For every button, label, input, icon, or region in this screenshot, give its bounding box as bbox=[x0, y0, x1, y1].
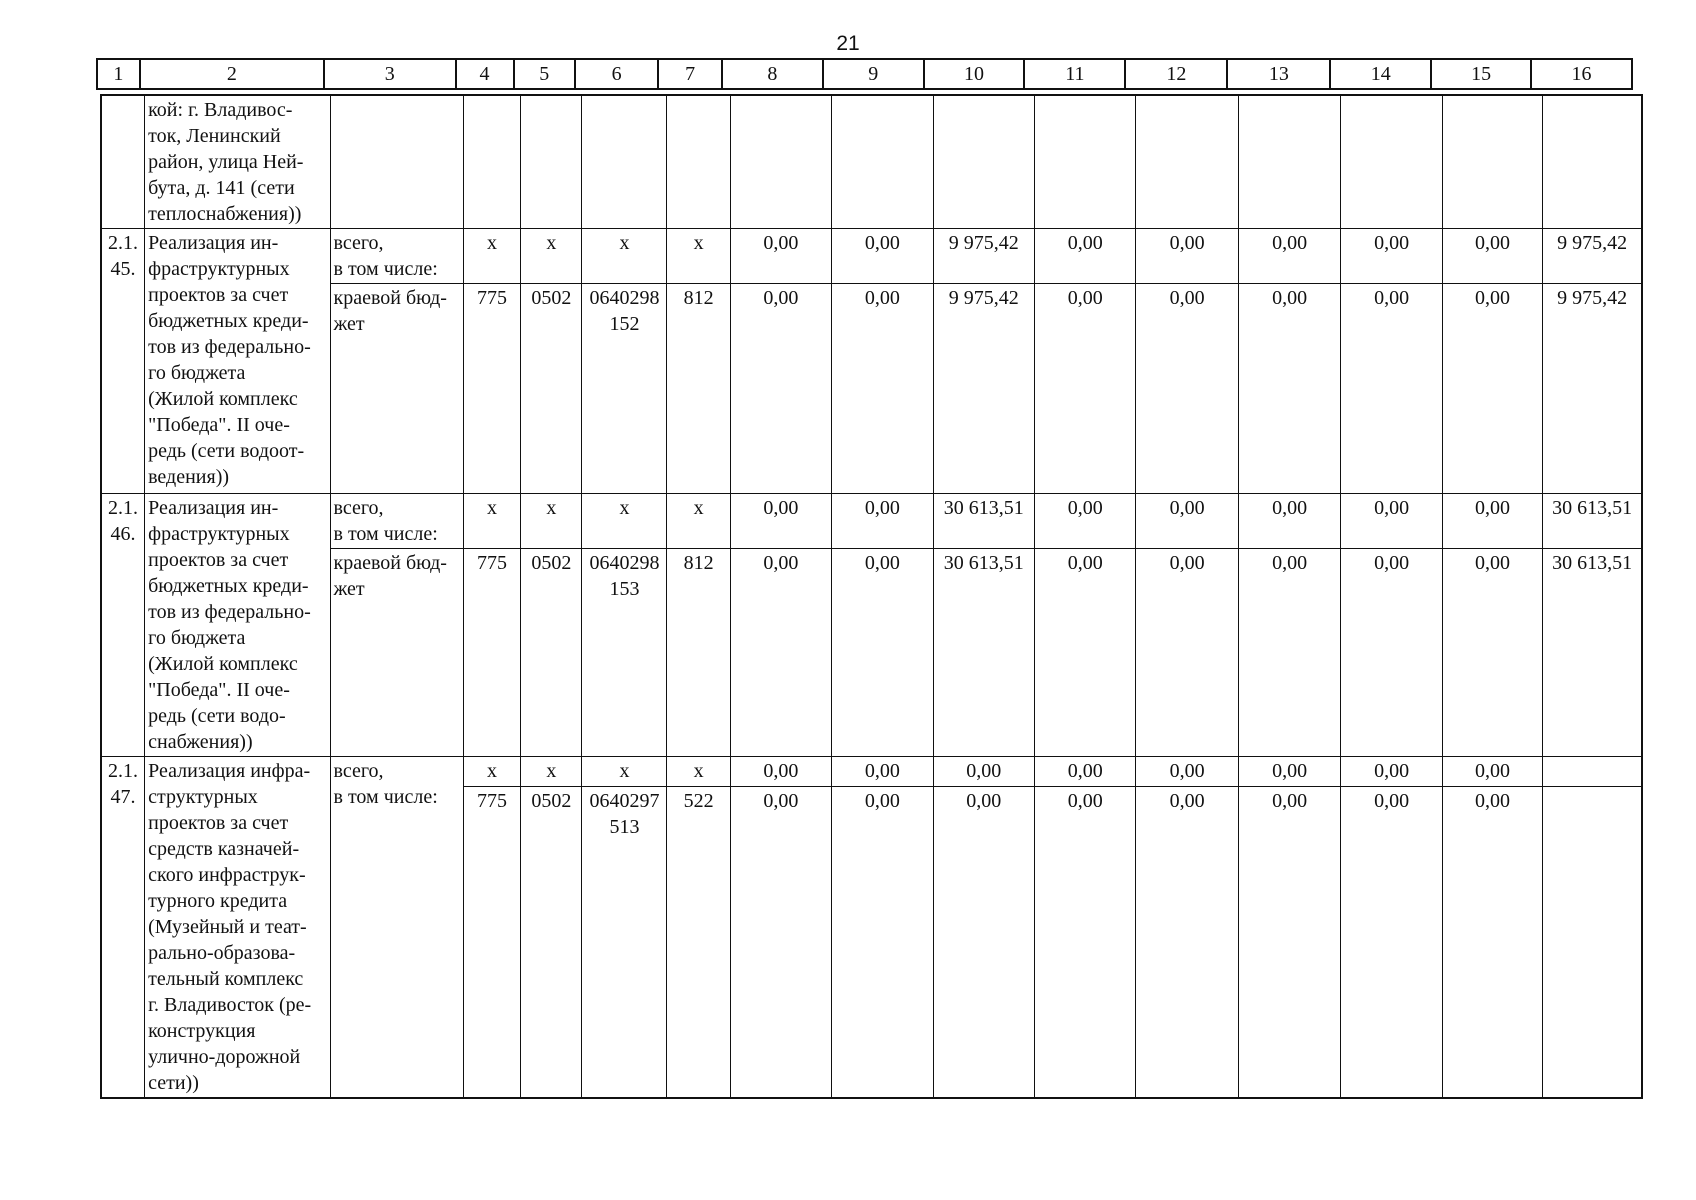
value-cell: 0,00 bbox=[1341, 284, 1442, 494]
value-cell: 0,00 bbox=[832, 549, 933, 757]
funding-source: всего, в том числе: bbox=[330, 229, 463, 284]
value-cell: 0,00 bbox=[832, 229, 933, 284]
value-cell: 30 613,51 bbox=[1543, 494, 1642, 549]
column-number: 14 bbox=[1330, 59, 1431, 89]
cell-c4: 775 bbox=[463, 787, 521, 1098]
column-number: 10 bbox=[924, 59, 1025, 89]
cell-c4: х bbox=[463, 494, 521, 549]
funding-source-sub: в том числе: bbox=[333, 786, 438, 808]
cell-c7: х bbox=[667, 494, 730, 549]
value-cell: 0,00 bbox=[1341, 229, 1442, 284]
cell-empty bbox=[1136, 95, 1239, 229]
value-cell: 0,00 bbox=[730, 284, 831, 494]
column-number: 6 bbox=[575, 59, 658, 89]
value-cell: 0,00 bbox=[933, 787, 1034, 1098]
column-number: 5 bbox=[514, 59, 575, 89]
value-cell: 9 975,42 bbox=[933, 284, 1034, 494]
funding-source: краевой бюд- жет bbox=[330, 549, 463, 757]
value-cell bbox=[1543, 757, 1642, 787]
value-cell: 0,00 bbox=[730, 757, 831, 787]
value-cell: 0,00 bbox=[1034, 757, 1135, 787]
column-number: 3 bbox=[324, 59, 456, 89]
item-row-total bbox=[101, 757, 1642, 787]
value-cell: 0,00 bbox=[1442, 549, 1542, 757]
value-cell: 0,00 bbox=[1238, 757, 1341, 787]
item-name: Реализация ин- фраструктурных проектов за счет бюджетных креди- тов из федерально- го бюджета (Жилой комплекс "Победа". II оче- редь (сети водоот- ведения)) bbox=[145, 229, 330, 494]
value-cell: 0,00 bbox=[832, 787, 933, 1098]
cell-c6: 0640297 513 bbox=[582, 787, 667, 1098]
item-row-regional bbox=[101, 549, 1642, 757]
value-cell: 0,00 bbox=[832, 494, 933, 549]
cell-c5: 0502 bbox=[521, 284, 582, 494]
column-number: 11 bbox=[1024, 59, 1125, 89]
column-number: 12 bbox=[1125, 59, 1227, 89]
item-number: 2.1. 46. bbox=[101, 494, 145, 757]
page-number: 21 bbox=[836, 32, 860, 55]
value-cell: 0,00 bbox=[1136, 284, 1239, 494]
cell-c4: 775 bbox=[463, 549, 521, 757]
cell-c7: 522 bbox=[667, 787, 730, 1098]
value-cell: 0,00 bbox=[1034, 787, 1135, 1098]
cell-c6: х bbox=[582, 757, 667, 787]
cell-c5: 0502 bbox=[521, 549, 582, 757]
item-name: Реализация ин- фраструктурных проектов за счет бюджетных креди- тов из федерально- го бюджета (Жилой комплекс "Победа". II оче- редь (сети водо- снабжения)) bbox=[145, 494, 330, 757]
value-cell: 0,00 bbox=[832, 284, 933, 494]
cell-empty bbox=[730, 95, 831, 229]
cell-c4: х bbox=[463, 229, 521, 284]
continuation-row bbox=[101, 95, 1642, 229]
value-cell: 0,00 bbox=[1034, 494, 1135, 549]
value-cell: 0,00 bbox=[730, 229, 831, 284]
cell-c6: 0640298 152 bbox=[582, 284, 667, 494]
item-number: 2.1. 45. bbox=[101, 229, 145, 494]
column-number-header bbox=[96, 58, 1633, 90]
value-cell: 0,00 bbox=[1136, 757, 1239, 787]
cell-c4: х bbox=[463, 757, 521, 787]
value-cell: 0,00 bbox=[1034, 549, 1135, 757]
item-row-total bbox=[101, 229, 1642, 284]
value-cell: 0,00 bbox=[1442, 494, 1542, 549]
cell-c7: 812 bbox=[667, 549, 730, 757]
cell-c5: х bbox=[521, 494, 582, 549]
cell-c6: х bbox=[582, 229, 667, 284]
continuation-name: кой: г. Владивос- ток, Ленинский район, улица Ней- бута, д. 141 (сети теплоснабжения)) bbox=[145, 95, 330, 229]
cell-empty bbox=[582, 95, 667, 229]
value-cell: 0,00 bbox=[1136, 549, 1239, 757]
value-cell: 0,00 bbox=[1341, 787, 1442, 1098]
cell-c5: х bbox=[521, 229, 582, 284]
value-cell: 0,00 bbox=[1341, 757, 1442, 787]
value-cell: 0,00 bbox=[832, 757, 933, 787]
cell-c7: 812 bbox=[667, 284, 730, 494]
column-number: 13 bbox=[1227, 59, 1330, 89]
column-number: 1 bbox=[97, 59, 140, 89]
cell-c5: х bbox=[521, 757, 582, 787]
cell-empty bbox=[521, 95, 582, 229]
value-cell: 9 975,42 bbox=[1543, 284, 1642, 494]
value-cell: 0,00 bbox=[1341, 494, 1442, 549]
value-cell: 0,00 bbox=[1136, 494, 1239, 549]
funding-source bbox=[330, 757, 463, 1099]
funding-source: краевой бюд- жет bbox=[330, 284, 463, 494]
value-cell: 0,00 bbox=[1341, 549, 1442, 757]
value-cell: 0,00 bbox=[730, 549, 831, 757]
value-cell: 0,00 bbox=[1238, 284, 1341, 494]
item-name: Реализация инфра- структурных проектов за счет средств казначей- ского инфраструк- турного кредита (Музейный и теат- рально-образова- тельный комплекс г. Владивосток (ре- конструкция улично-дорожной сети)) bbox=[145, 757, 330, 1099]
value-cell: 0,00 bbox=[1442, 284, 1542, 494]
cell-empty bbox=[832, 95, 933, 229]
value-cell: 0,00 bbox=[1238, 494, 1341, 549]
value-cell: 0,00 bbox=[933, 757, 1034, 787]
column-number: 8 bbox=[722, 59, 823, 89]
cell-empty bbox=[1238, 95, 1341, 229]
column-number: 7 bbox=[658, 59, 722, 89]
cell-c7: х bbox=[667, 229, 730, 284]
column-number: 2 bbox=[140, 59, 324, 89]
column-number: 9 bbox=[823, 59, 924, 89]
value-cell: 0,00 bbox=[1442, 787, 1542, 1098]
cell-c4: 775 bbox=[463, 284, 521, 494]
cell-empty bbox=[1442, 95, 1542, 229]
cell-empty bbox=[667, 95, 730, 229]
value-cell: 9 975,42 bbox=[1543, 229, 1642, 284]
cell-empty bbox=[330, 95, 463, 229]
column-number: 15 bbox=[1431, 59, 1531, 89]
column-number: 16 bbox=[1531, 59, 1632, 89]
value-cell: 30 613,51 bbox=[933, 494, 1034, 549]
cell-num bbox=[101, 95, 145, 229]
value-cell: 0,00 bbox=[1136, 787, 1239, 1098]
budget-table bbox=[100, 94, 1643, 1099]
value-cell: 30 613,51 bbox=[933, 549, 1034, 757]
cell-c7: х bbox=[667, 757, 730, 787]
item-row-regional bbox=[101, 284, 1642, 494]
value-cell: 0,00 bbox=[730, 787, 831, 1098]
cell-empty bbox=[463, 95, 521, 229]
value-cell: 30 613,51 bbox=[1543, 549, 1642, 757]
value-cell: 0,00 bbox=[1136, 229, 1239, 284]
value-cell: 0,00 bbox=[1238, 787, 1341, 1098]
cell-c5: 0502 bbox=[521, 787, 582, 1098]
cell-c6: х bbox=[582, 494, 667, 549]
cell-empty bbox=[933, 95, 1034, 229]
funding-source-total: всего, bbox=[333, 760, 384, 782]
item-row-total bbox=[101, 494, 1642, 549]
value-cell: 0,00 bbox=[1442, 757, 1542, 787]
cell-c6: 0640298 153 bbox=[582, 549, 667, 757]
header-row bbox=[97, 59, 1632, 89]
value-cell: 9 975,42 bbox=[933, 229, 1034, 284]
cell-empty bbox=[1034, 95, 1135, 229]
item-number: 2.1. 47. bbox=[101, 757, 145, 1099]
column-number: 4 bbox=[456, 59, 514, 89]
value-cell: 0,00 bbox=[1442, 229, 1542, 284]
value-cell bbox=[1543, 787, 1642, 1098]
funding-source: всего, в том числе: bbox=[330, 494, 463, 549]
value-cell: 0,00 bbox=[1034, 284, 1135, 494]
value-cell: 0,00 bbox=[1238, 549, 1341, 757]
cell-empty bbox=[1543, 95, 1642, 229]
value-cell: 0,00 bbox=[1034, 229, 1135, 284]
value-cell: 0,00 bbox=[730, 494, 831, 549]
cell-empty bbox=[1341, 95, 1442, 229]
value-cell: 0,00 bbox=[1238, 229, 1341, 284]
